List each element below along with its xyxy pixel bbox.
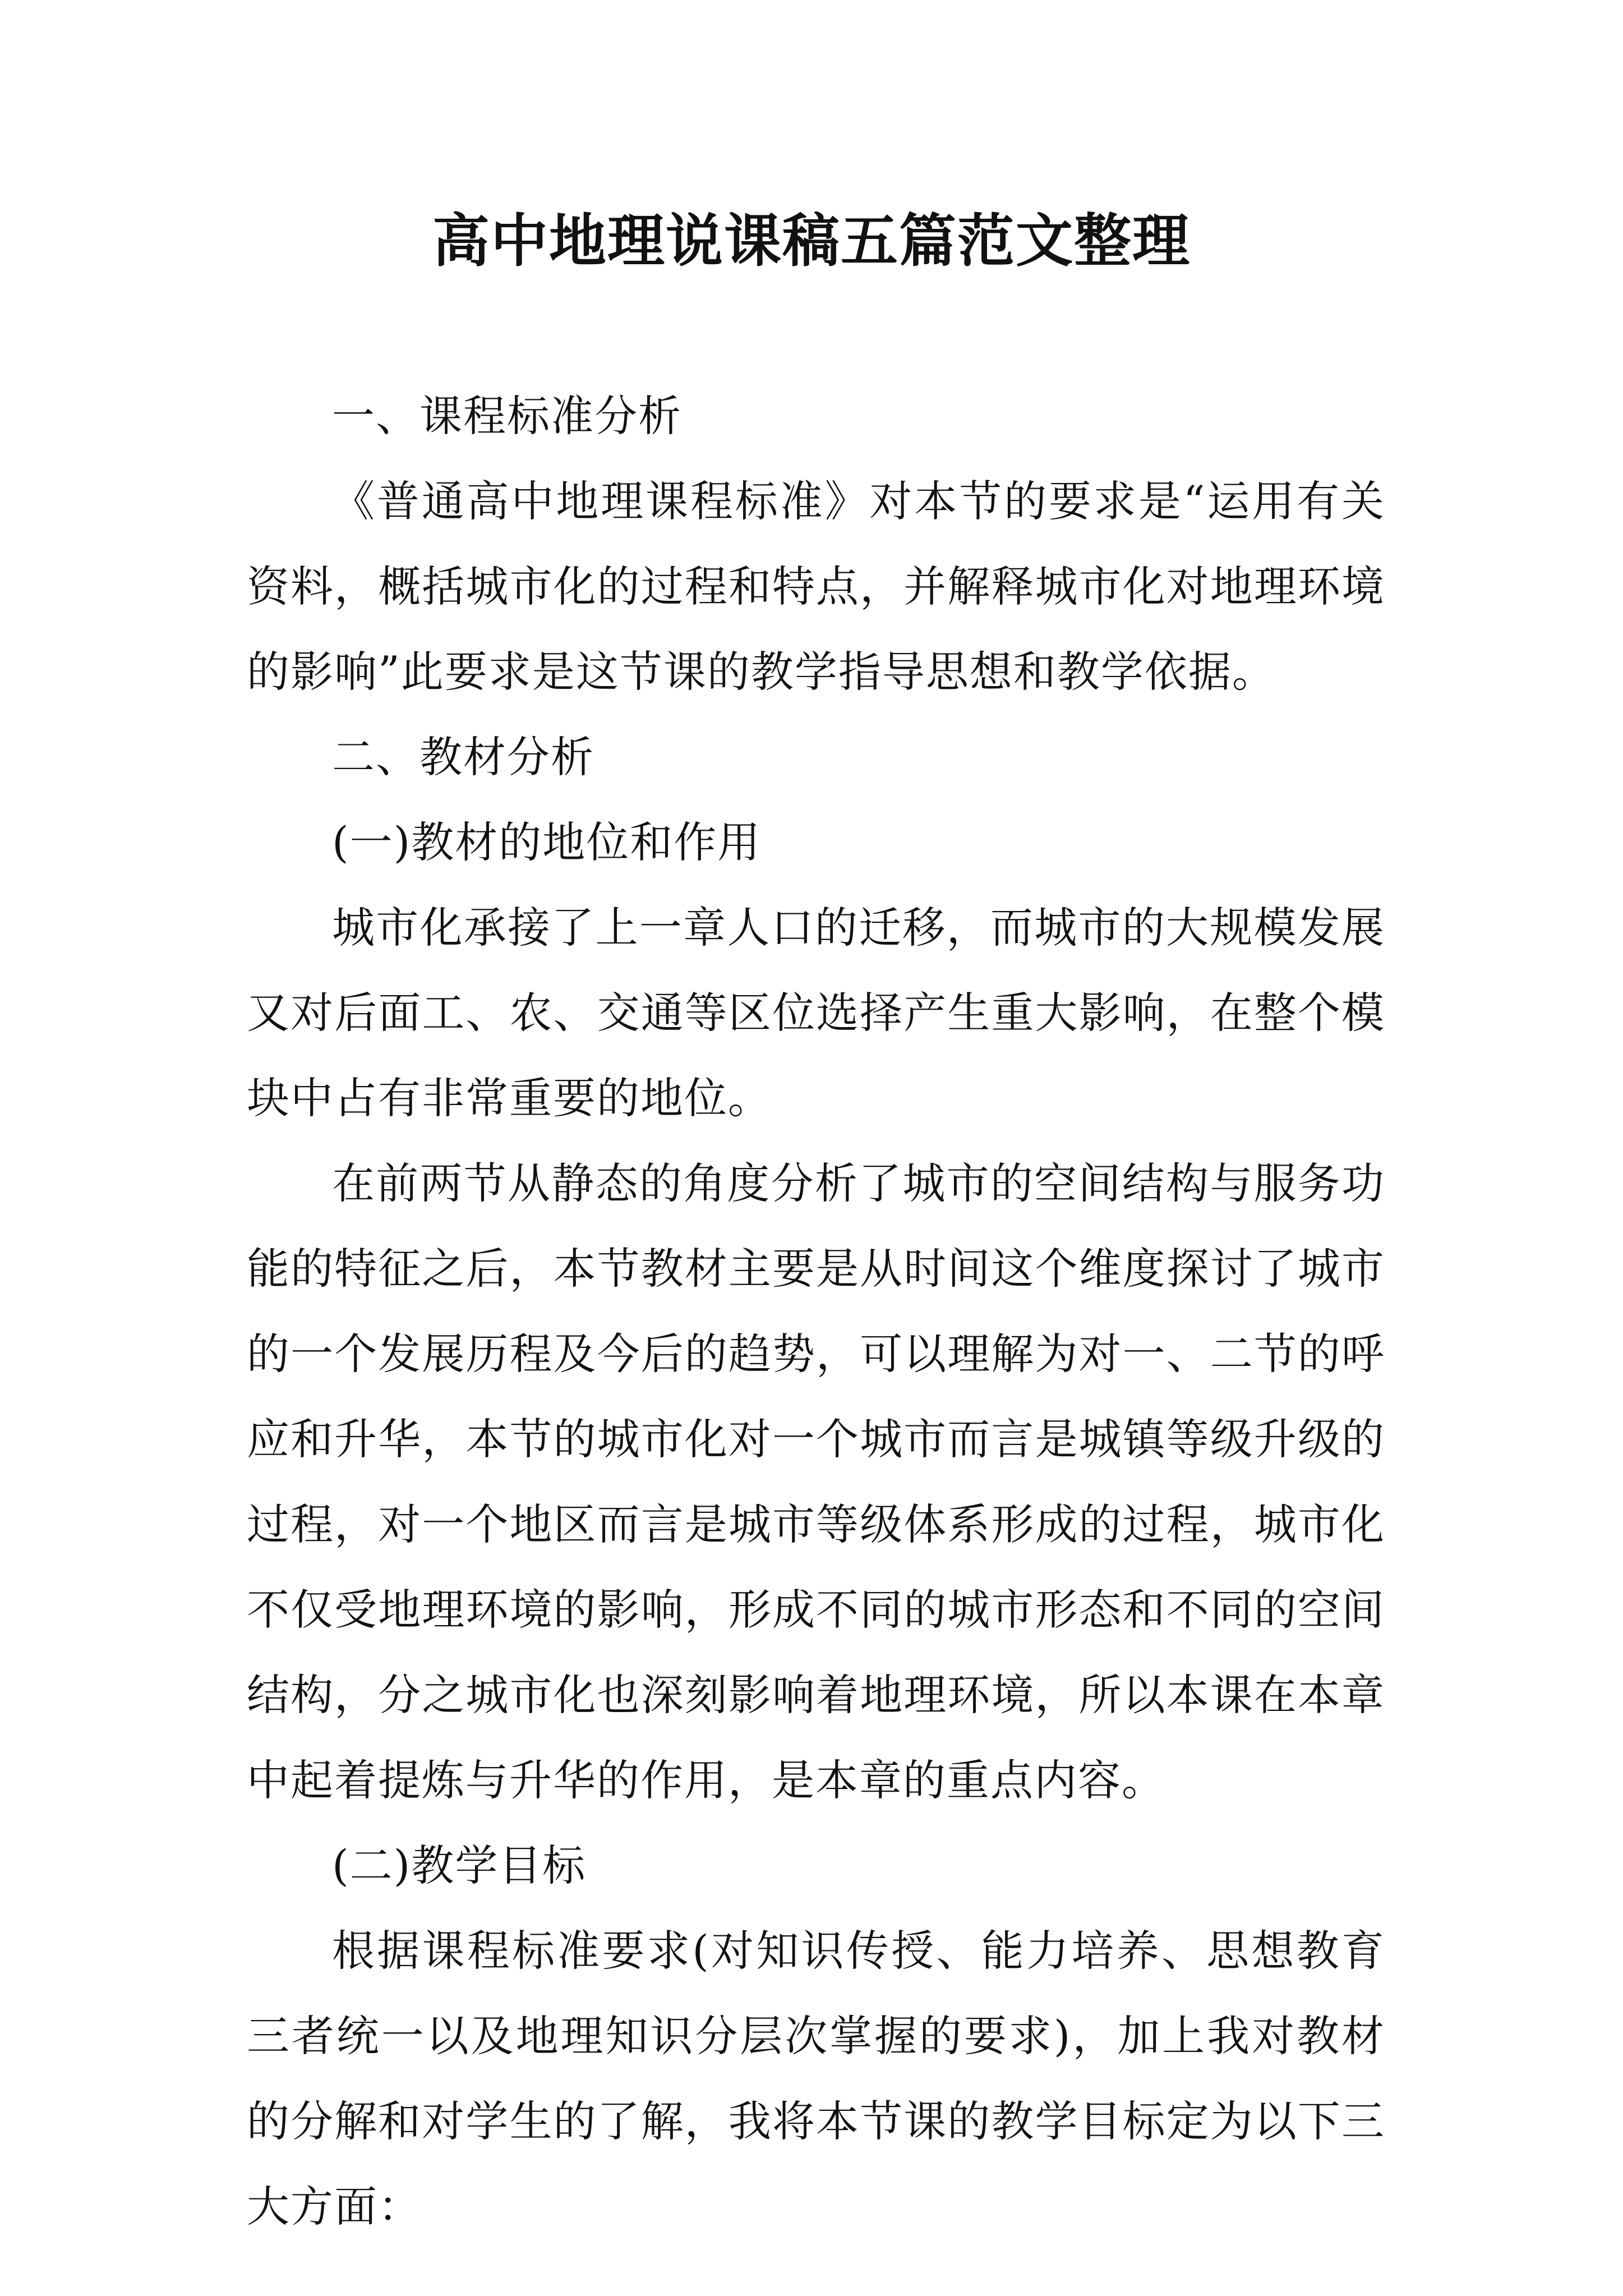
paragraph-urbanization-position: 城市化承接了上一章人口的迁移，而城市的大规模发展又对后面工、农、交通等区位选择产生重大影响，在整个模块中占有非常重要的地位。 xyxy=(247,903,1385,1123)
paragraph-standard-requirement: 《普通高中地理课程标准》对本节的要求是“运用有关资料，概括城市化的过程和特点，并解释城市化对地理环境的影响”此要求是这节课的教学指导思想和教学依据。 xyxy=(247,476,1385,697)
paragraph-urbanization-development: 在前两节从静态的角度分析了城市的空间结构与服务功能的特征之后，本节教材主要是从时间这个维度探讨了城市的一个发展历程及今后的趋势，可以理解为对一、二节的呼应和升华，本节的城市化对一个城市而言是城镇等级升级的过程，对一个地区而言是城市等级体系形成的过程，城市化不仅受地理环境的影响，形成不同的城市形态和不同的空间结构，分之城市化也深刻影响着地理环境，所以本课在本章中起着提炼与升华的作用，是本章的重点内容。 xyxy=(247,1158,1385,1805)
document-body xyxy=(247,374,1385,2249)
paragraph-teaching-goals: 根据课程标准要求(对知识传授、能力培养、思想教育三者统一以及地理知识分层次掌握的要求)，加上我对教材的分解和对学生的了解，我将本节课的教学目标定为以下三大方面： xyxy=(247,1926,1385,2231)
document-title: 高中地理说课稿五篇范文整理 xyxy=(432,208,1191,275)
subheading-teaching-goals: (二)教学目标 xyxy=(332,1841,587,1890)
heading-textbook-analysis: 二、教材分析 xyxy=(332,732,594,782)
subheading-textbook-role: (一)教材的地位和作用 xyxy=(332,817,762,867)
heading-curriculum-standard: 一、课程标准分析 xyxy=(332,391,682,441)
